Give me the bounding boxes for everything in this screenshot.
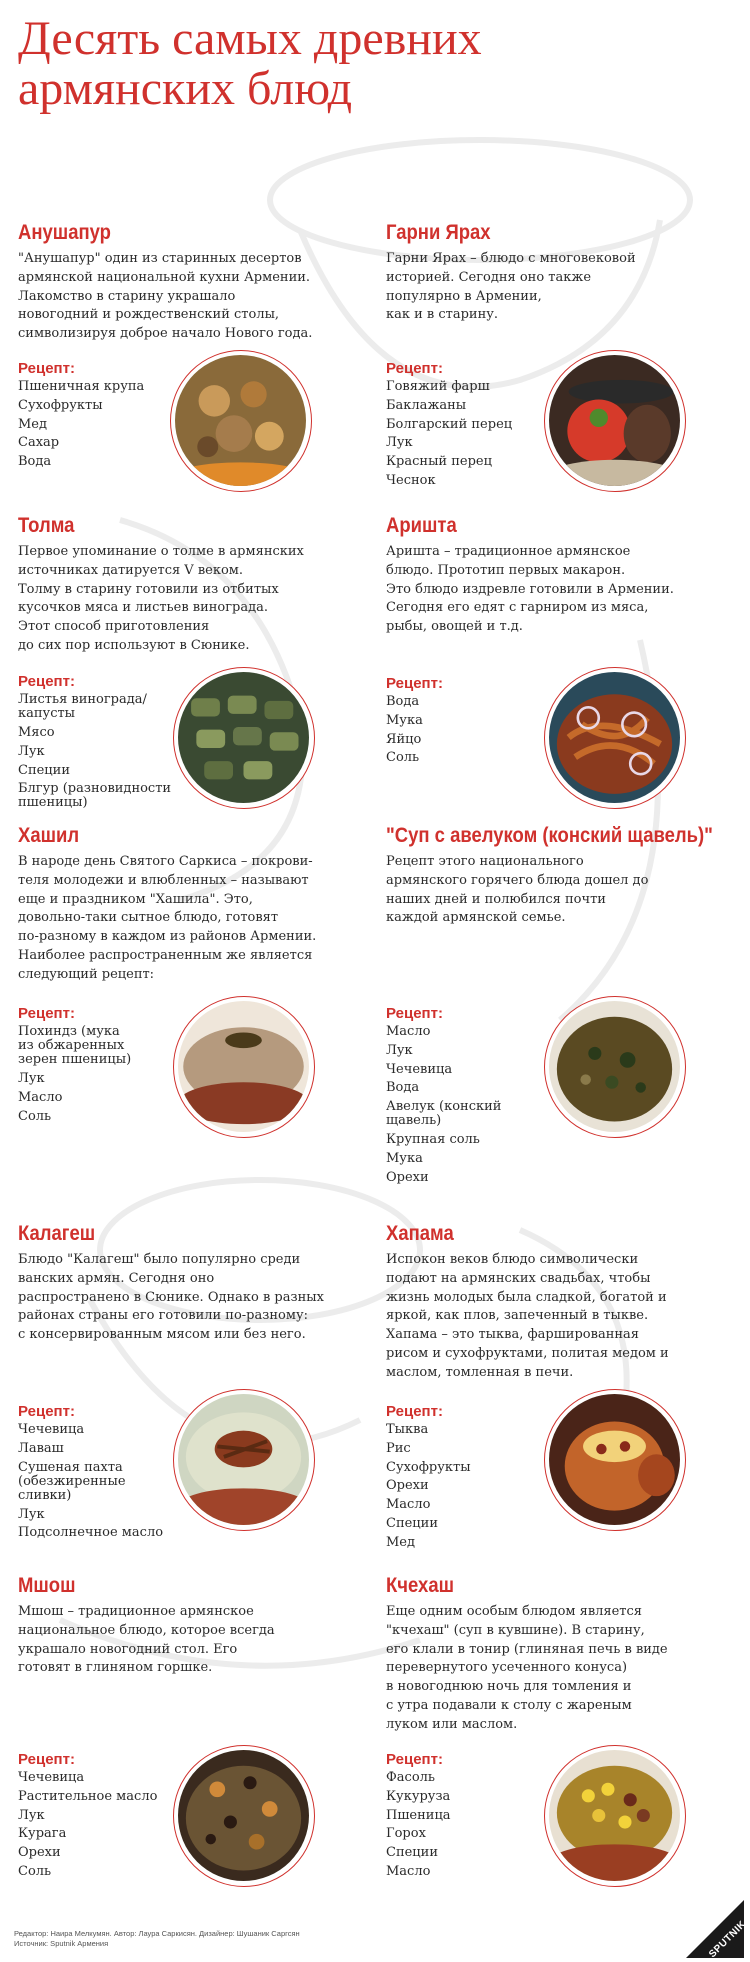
ingredient-item: Лук bbox=[18, 1071, 45, 1086]
dish-title: "Суп с авелуком (конский щавель)" bbox=[386, 824, 713, 847]
mshosh-dish-photo bbox=[173, 1745, 315, 1887]
dish-description: Аришта – традиционное армянское блюдо. Прототип первых макарон. Это блюдо издревле готовили в Армении. Сегодня его едят с гарниром из мяса, рыбы, овощей и т.д. bbox=[386, 544, 674, 635]
ingredient-item: Лук bbox=[386, 435, 413, 451]
dish-description: Блюдо "Калагеш" было популярно среди ванских армян. Сегодня оно распространено в Сюнике. Однако в разных районах страны его готовили по-разному: с консервированным мясом или без него. bbox=[18, 1252, 324, 1343]
tolma-dish-photo bbox=[173, 667, 315, 809]
ingredient-item: Чечевица bbox=[386, 1061, 453, 1077]
ingredient-item: Соль bbox=[386, 750, 420, 766]
garni-yarah-dish-photo bbox=[544, 350, 686, 492]
ingredient-list bbox=[18, 1023, 188, 1126]
ingredient-item: Растительное масло bbox=[18, 1788, 158, 1804]
ingredient-item: Тыква bbox=[386, 1422, 429, 1437]
ingredient-item: Лук bbox=[18, 1807, 45, 1823]
ingredient-item: Рис bbox=[386, 1440, 411, 1456]
ingredient-item: Пшеничная крупа bbox=[18, 379, 145, 394]
recipe-block bbox=[18, 1751, 188, 1882]
dish-description: Первое упоминание о толме в армянских источниках датируется V веком. Толму в старину готовили из отбитых кусочков мяса и листьев винограда. Этот способ приготовления до сих пор используют в Сюнике. bbox=[18, 544, 304, 653]
ingredient-item: Орехи bbox=[386, 1478, 429, 1494]
ingredient-item: Горох bbox=[386, 1826, 426, 1842]
ingredient-list bbox=[18, 1421, 188, 1543]
ingredient-item: Сухофрукты bbox=[386, 1459, 471, 1475]
ingredient-list bbox=[386, 1769, 556, 1882]
ingredient-list bbox=[386, 693, 556, 768]
anushapur-dish-photo bbox=[170, 350, 312, 492]
recipe-block bbox=[386, 1005, 556, 1188]
recipe-block bbox=[18, 360, 188, 472]
dish-title: Кчехаш bbox=[386, 1574, 455, 1597]
ingredient-item: Подсолнечное масло bbox=[18, 1525, 164, 1541]
ingredient-list bbox=[18, 378, 188, 472]
credits bbox=[14, 1929, 300, 1949]
ingredient-item: Масло bbox=[386, 1863, 431, 1879]
ingredient-item: Масло bbox=[18, 1089, 63, 1105]
recipe-label: Рецепт: bbox=[386, 1005, 443, 1022]
ingredient-item: Чечевица bbox=[18, 1422, 85, 1437]
ingredient-item: Вода bbox=[386, 1080, 420, 1096]
recipe-block bbox=[386, 360, 556, 491]
dish-title: Хашил bbox=[18, 824, 80, 847]
recipe-label: Рецепт: bbox=[386, 1403, 443, 1420]
recipe-block bbox=[18, 673, 188, 813]
ingredient-item: Специи bbox=[386, 1515, 438, 1531]
ingredient-item: Крупная соль bbox=[386, 1132, 480, 1148]
ingredient-item: Соль bbox=[18, 1108, 52, 1124]
ingredient-item: Блгур (разновидности пшеницы) bbox=[18, 781, 172, 811]
ingredient-item: Кукуруза bbox=[386, 1788, 451, 1804]
recipe-label: Рецепт: bbox=[18, 1403, 75, 1420]
recipe-block bbox=[18, 1403, 188, 1543]
ingredient-item: Сахар bbox=[18, 435, 60, 451]
ingredient-item: Масло bbox=[386, 1497, 431, 1513]
dish-title: Хапама bbox=[386, 1222, 454, 1245]
dish-title: Аришта bbox=[386, 514, 457, 537]
dish-description: Испокон веков блюдо символически подают на армянских свадьбах, чтобы жизнь молодых была сладкой, богатой и яркой, как плов, запеченный в тыкве. Хапама – это тыква, фаршированная рисом и сухофруктами, политая медом и маслом, томленная в печи. bbox=[386, 1252, 669, 1380]
ingredient-item: Лук bbox=[18, 1506, 45, 1522]
recipe-block bbox=[386, 675, 556, 768]
ingredient-item: Говяжий фарш bbox=[386, 379, 490, 394]
dish-description: Рецепт этого национального армянского горячего блюда дошел до наших дней и полюбился почти каждой армянской семье. bbox=[386, 854, 649, 926]
kchehash-dish-photo bbox=[544, 1745, 686, 1887]
ingredient-item: Яйцо bbox=[386, 731, 422, 747]
ingredient-item: Баклажаны bbox=[386, 397, 467, 413]
ingredient-item: Курага bbox=[18, 1826, 67, 1842]
ingredient-item: Похиндз (мука из обжаренных зерен пшеницы) bbox=[18, 1024, 132, 1067]
ingredient-item: Пшеница bbox=[386, 1807, 451, 1823]
ingredient-list bbox=[386, 378, 556, 491]
ingredient-item: Листья винограда/ капусты bbox=[18, 692, 147, 721]
ingredient-item: Сухофрукты bbox=[18, 397, 103, 413]
recipe-label: Рецепт: bbox=[18, 1751, 75, 1768]
ingredient-item: Лаваш bbox=[18, 1440, 64, 1456]
ingredient-item: Вода bbox=[386, 694, 420, 709]
ingredient-item: Орехи bbox=[18, 1845, 61, 1861]
sputnik-logo bbox=[686, 1900, 749, 1961]
ingredient-item: Болгарский перец bbox=[386, 416, 513, 432]
ingredient-item: Лук bbox=[386, 1042, 413, 1058]
ingredient-item: Чеснок bbox=[386, 472, 436, 488]
recipe-block bbox=[18, 1005, 188, 1126]
dish-title: Калагеш bbox=[18, 1222, 96, 1245]
dish-description: Еще одним особым блюдом является "кчехаш" (суп в кувшине). В старину, его клали в тонир (глиняная печь в виде перевернутого усеченного конуса) в новогоднюю ночь для томления и с утра подавали к столу с жареным луком или маслом. bbox=[386, 1604, 668, 1732]
credits-authors: Редактор: Наира Мелкумян. Автор: Лаура Саркисян. Дизайнер: Шушаник Саргсян bbox=[14, 1929, 300, 1938]
ingredient-item: Орехи bbox=[386, 1169, 429, 1185]
recipe-label: Рецепт: bbox=[18, 1005, 75, 1022]
ingredient-item: Масло bbox=[386, 1024, 431, 1039]
ingredient-list bbox=[18, 1769, 188, 1882]
ingredient-list bbox=[386, 1421, 556, 1553]
ingredient-item: Красный перец bbox=[386, 454, 492, 470]
dish-title: Мшош bbox=[18, 1574, 76, 1597]
dish-title: Гарни Ярах bbox=[386, 221, 491, 244]
recipe-label: Рецепт: bbox=[18, 360, 75, 377]
ingredient-item: Авелук (конский щавель) bbox=[386, 1099, 502, 1129]
ingredient-item: Мед bbox=[18, 416, 48, 432]
kalagesh-dish-photo bbox=[173, 1389, 315, 1531]
ingredient-item: Фасоль bbox=[386, 1770, 435, 1785]
ingredient-item: Мясо bbox=[18, 725, 55, 740]
logo-text: SPUTNIK bbox=[707, 1918, 749, 1961]
recipe-label: Рецепт: bbox=[386, 675, 443, 692]
ingredient-item: Чечевица bbox=[18, 1770, 85, 1785]
ingredient-item: Мед bbox=[386, 1534, 416, 1550]
hapama-dish-photo bbox=[544, 1389, 686, 1531]
recipe-label: Рецепт: bbox=[18, 673, 75, 690]
ingredient-list bbox=[386, 1023, 556, 1188]
hashil-dish-photo bbox=[173, 996, 315, 1138]
arishta-dish-photo bbox=[544, 667, 686, 809]
ingredient-item: Мука bbox=[386, 1150, 423, 1166]
ingredient-item: Соль bbox=[18, 1863, 52, 1879]
page-title: Десять самых древних армянских блюд bbox=[18, 12, 482, 115]
recipe-label: Рецепт: bbox=[386, 1751, 443, 1768]
ingredient-list bbox=[18, 691, 188, 813]
ingredient-item: Вода bbox=[18, 454, 52, 470]
dish-description: В народе день Святого Саркиса – покрови- теля молодежи и влюбленных – называют еще и праздником "Хашила". Это, довольно-таки сытное блюдо, готовят по-разному в каждом из районов Армении. Наиболее распространенным же является следующий рецепт: bbox=[18, 854, 317, 982]
ingredient-item: Сушеная пахта (обезжиренные сливки) bbox=[18, 1459, 126, 1503]
recipe-label: Рецепт: bbox=[386, 360, 443, 377]
dish-description: "Анушапур" один из старинных десертов армянской национальной кухни Армении. Лакомство в старину украшало новогодний и рождественский столы, символизируя доброе начало Нового года. bbox=[18, 251, 313, 342]
dish-description: Мшош – традиционное армянское национальное блюдо, которое всегда украшало новогодний стол. Его готовят в глиняном горшке. bbox=[18, 1604, 275, 1676]
recipe-block bbox=[386, 1751, 556, 1882]
ingredient-item: Специи bbox=[18, 762, 70, 778]
dish-title: Анушапур bbox=[18, 221, 111, 244]
ingredient-item: Специи bbox=[386, 1845, 438, 1861]
ingredient-item: Лук bbox=[18, 743, 45, 759]
recipe-block bbox=[386, 1403, 556, 1553]
ingredient-item: Мука bbox=[386, 712, 423, 728]
dish-description: Гарни Ярах – блюдо с многовековой историей. Сегодня оно также популярно в Армении, как и в старину. bbox=[386, 251, 636, 323]
avelouk-soup-dish-photo bbox=[544, 996, 686, 1138]
credits-source: Источник: Sputnik Армения bbox=[14, 1939, 109, 1948]
dish-title: Толма bbox=[18, 514, 75, 537]
